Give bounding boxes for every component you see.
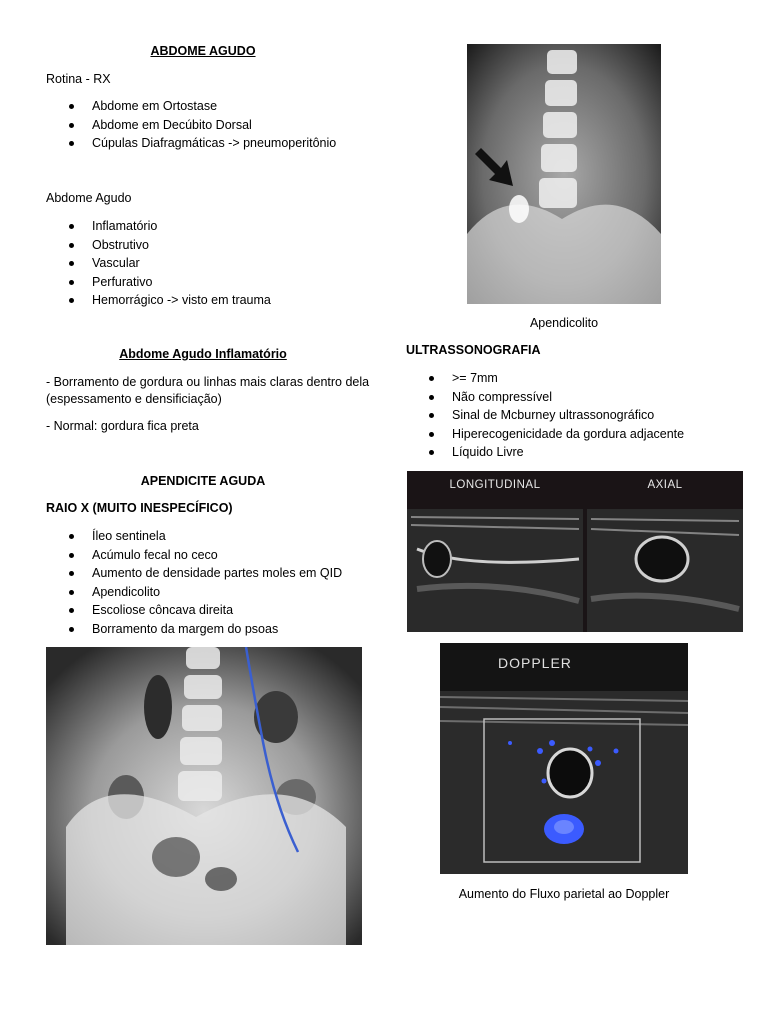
xray-caption: Apendicolito [529,316,599,330]
list-item: >= 7mm [406,369,746,388]
doppler-caption: Aumento do Fluxo parietal ao Doppler [458,887,670,901]
inflam-text-1: - Borramento de gordura ou linhas mais claras dentro dela (espessamento e densificiação) [46,375,370,406]
rotina-list [46,97,386,153]
list-item: Perfurativo [46,273,386,292]
us-label-axial: AXIAL [647,479,683,491]
list-item: Obstrutivo [46,236,386,255]
list-item: Acúmulo fecal no ceco [46,546,386,565]
doppler-label: DOPPLER [498,655,572,671]
list-item: Borramento da margem do psoas [46,620,386,639]
us-list [406,369,746,462]
list-item: Hemorrágico -> visto em trauma [46,291,386,310]
abdome-agudo-list [46,217,386,310]
raio-x-title: RAIO X (MUITO INESPECÍFICO) [46,501,233,515]
apendicite-title: APENDICITE AGUDA [140,474,266,488]
list-item: Sinal de Mcburney ultrassonográfico [406,406,746,425]
list-item: Não compressível [406,388,746,407]
list-item: Cúpulas Diafragmáticas -> pneumoperitônio [46,134,386,153]
list-item: Aumento de densidade partes moles em QID [46,564,386,583]
list-item: Íleo sentinela [46,527,386,546]
inflam-title: Abdome Agudo Inflamatório [119,347,287,361]
inflam-text-2: - Normal: gordura fica preta [46,419,199,433]
raio-x-list [46,527,386,638]
us-title: ULTRASSONOGRAFIA [406,343,541,357]
appendicolith-xray-image [467,44,661,304]
list-item: Escoliose côncava direita [46,601,386,620]
list-item: Apendicolito [46,583,386,602]
page-title: ABDOME AGUDO [150,44,256,58]
list-item: Líquido Livre [406,443,746,462]
rotina-label: Rotina - RX [46,72,111,86]
us-label-longitudinal: LONGITUDINAL [449,479,541,491]
list-item: Hiperecogenicidade da gordura adjacente [406,425,746,444]
doppler-image [440,643,688,874]
abdominal-xray-image [46,647,362,945]
abdome-agudo-label: Abdome Agudo [46,191,132,205]
list-item: Abdome em Decúbito Dorsal [46,116,386,135]
list-item: Abdome em Ortostase [46,97,386,116]
list-item: Inflamatório [46,217,386,236]
list-item: Vascular [46,254,386,273]
ultrasound-image [407,471,743,632]
